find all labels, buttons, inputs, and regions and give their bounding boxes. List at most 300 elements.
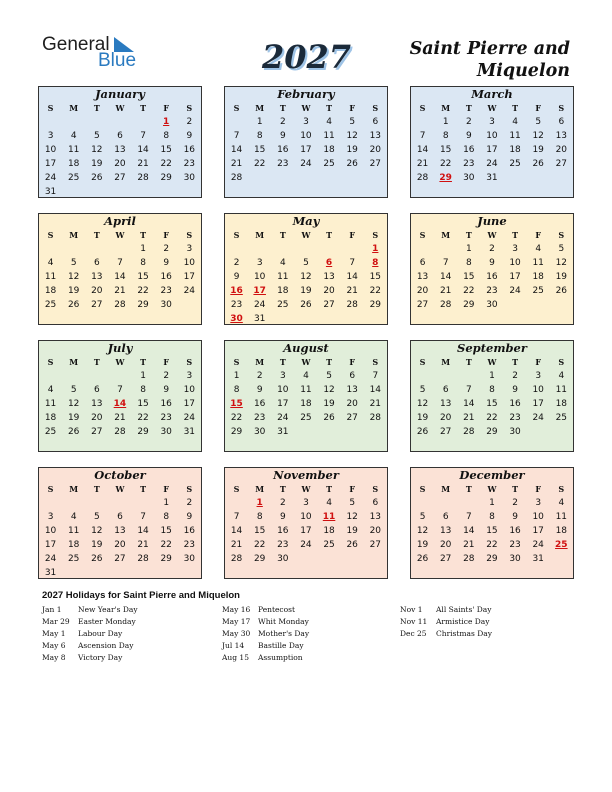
holiday-name: Pentecost	[258, 605, 296, 614]
weekday-label: M	[69, 357, 79, 367]
day: 17	[532, 526, 544, 536]
week-row	[411, 496, 573, 510]
day: 23	[463, 159, 475, 169]
weekday-label: S	[419, 103, 426, 113]
holiday-item	[222, 652, 309, 664]
day: 20	[369, 526, 382, 536]
day: 23	[277, 540, 289, 550]
country-line-2: Miquelon	[476, 61, 570, 81]
month-name: September	[457, 341, 527, 355]
day: 27	[346, 413, 358, 423]
country-line-1: Saint Pierre and	[409, 39, 570, 59]
day: 3	[279, 371, 286, 381]
day: 8	[163, 512, 170, 522]
day: 8	[465, 258, 472, 268]
day: 18	[277, 286, 289, 296]
day: 24	[300, 540, 312, 550]
day: 2	[465, 117, 472, 127]
day: 18	[44, 286, 57, 296]
weekday-label: M	[441, 103, 451, 113]
day: 5	[419, 385, 426, 395]
empty-day	[411, 496, 434, 510]
week-row	[411, 552, 573, 566]
day: 26	[67, 300, 80, 310]
day: 16	[463, 145, 475, 155]
day: 11	[277, 272, 289, 282]
day: 7	[233, 512, 240, 522]
day: 3	[186, 371, 193, 381]
day: 13	[346, 385, 358, 395]
day: 4	[279, 258, 286, 268]
day: 17	[277, 399, 289, 409]
day: 25	[300, 413, 312, 423]
day: 6	[442, 512, 449, 522]
holiday-date: May 1	[42, 629, 66, 638]
day: 27	[91, 300, 103, 310]
day: 26	[323, 413, 335, 423]
weekday-label: F	[535, 357, 542, 367]
empty-day	[294, 171, 317, 185]
year-title: 2027	[262, 38, 352, 76]
day: 26	[91, 554, 103, 564]
week-row	[225, 552, 387, 566]
day: 23	[183, 159, 196, 169]
empty-day	[85, 185, 108, 199]
weekday-label: F	[163, 484, 170, 494]
week-row	[411, 397, 573, 411]
day: 9	[186, 131, 193, 141]
day: 24	[532, 413, 544, 423]
empty-day	[341, 242, 364, 256]
day: 15	[160, 526, 172, 536]
day: 25	[67, 173, 80, 183]
week-row	[411, 256, 573, 270]
month-august	[224, 340, 388, 452]
day: 20	[323, 286, 335, 296]
day: 4	[326, 498, 332, 508]
week-row	[225, 425, 387, 439]
holiday-day: 1	[256, 498, 263, 508]
holiday-date: May 16	[222, 605, 251, 614]
day: 26	[555, 286, 568, 296]
day: 2	[186, 117, 193, 127]
day: 16	[160, 272, 172, 282]
weekday-label: S	[47, 484, 54, 494]
day: 2	[512, 371, 518, 381]
day: 11	[555, 385, 568, 395]
day: 8	[140, 258, 146, 268]
day: 26	[532, 159, 544, 169]
holiday-date: Nov 11	[400, 617, 428, 626]
country-title	[400, 38, 570, 82]
month-july	[38, 340, 202, 452]
empty-day	[108, 115, 131, 129]
day: 30	[463, 173, 475, 183]
day: 25	[532, 286, 544, 296]
day: 14	[463, 399, 475, 409]
empty-day	[434, 496, 457, 510]
empty-day	[39, 369, 62, 383]
day: 25	[323, 159, 335, 169]
empty-day	[294, 312, 317, 326]
day: 20	[369, 145, 382, 155]
holiday-day: 6	[325, 258, 333, 268]
day: 6	[419, 258, 426, 268]
week-row	[411, 510, 573, 524]
weekday-label: W	[115, 357, 125, 367]
month-name: December	[459, 468, 525, 482]
weekday-header	[39, 482, 201, 496]
day: 19	[67, 413, 80, 423]
weekday-header	[411, 482, 573, 496]
day: 9	[512, 512, 518, 522]
weekday-header	[225, 228, 387, 242]
day: 25	[277, 300, 289, 310]
empty-day	[108, 496, 131, 510]
holiday-item	[400, 604, 492, 616]
day: 19	[416, 540, 429, 550]
day: 12	[416, 399, 429, 409]
day: 2	[489, 244, 495, 254]
day: 22	[253, 159, 266, 169]
weekday-label: T	[512, 103, 519, 113]
day: 15	[137, 399, 149, 409]
weekday-label: S	[372, 484, 379, 494]
week-row	[225, 115, 387, 129]
day: 2	[186, 498, 193, 508]
weekday-label: T	[326, 103, 333, 113]
empty-day	[132, 185, 155, 199]
day: 7	[140, 512, 146, 522]
day: 31	[486, 173, 498, 183]
day: 23	[160, 286, 172, 296]
weekday-label: T	[326, 230, 333, 240]
month-name: February	[277, 87, 335, 101]
day: 30	[160, 300, 172, 310]
day: 18	[509, 145, 521, 155]
week-row	[39, 129, 201, 143]
holiday-date: May 17	[222, 617, 251, 626]
day: 17	[44, 159, 57, 169]
empty-day	[550, 298, 573, 312]
empty-day	[318, 312, 341, 326]
day: 8	[233, 385, 240, 395]
week-row	[225, 312, 387, 326]
day: 13	[439, 526, 452, 536]
holiday-name: Victory Day	[78, 653, 123, 662]
day: 29	[160, 173, 172, 183]
day: 7	[372, 371, 379, 381]
holiday-name: Armistice Day	[436, 617, 490, 626]
day: 21	[230, 159, 243, 169]
holiday-date: Dec 25	[400, 629, 427, 638]
day: 7	[117, 258, 123, 268]
day: 1	[163, 498, 170, 508]
empty-day	[62, 566, 85, 580]
day: 14	[439, 272, 452, 282]
empty-day	[504, 171, 527, 185]
day: 16	[253, 399, 266, 409]
holiday-date: Aug 15	[222, 653, 249, 662]
day: 16	[277, 145, 289, 155]
holiday-day: 1	[163, 117, 170, 127]
holiday-name: Ascension Day	[78, 641, 134, 650]
day: 12	[532, 131, 544, 141]
week-row	[411, 157, 573, 171]
day: 24	[509, 286, 521, 296]
holiday-date: May 30	[222, 629, 251, 638]
day: 10	[183, 258, 196, 268]
empty-day	[457, 369, 480, 383]
day: 23	[183, 540, 196, 550]
month-may	[224, 213, 388, 325]
month-september	[410, 340, 574, 452]
day: 1	[489, 498, 495, 508]
day: 13	[369, 512, 382, 522]
day: 12	[67, 399, 80, 409]
day: 26	[91, 173, 103, 183]
weekday-header	[39, 101, 201, 115]
week-row	[39, 369, 201, 383]
day: 31	[183, 427, 196, 437]
day: 25	[509, 159, 521, 169]
day: 6	[442, 385, 449, 395]
week-row	[411, 411, 573, 425]
holidays-title: 2027 Holidays for Saint Pierre and Miquelon	[42, 590, 240, 601]
day: 16	[509, 399, 521, 409]
day: 9	[279, 512, 286, 522]
week-row	[225, 369, 387, 383]
empty-day	[364, 552, 387, 566]
day: 2	[256, 371, 263, 381]
day: 15	[486, 526, 498, 536]
day: 14	[346, 272, 358, 282]
day: 3	[303, 498, 309, 508]
month-name: January	[95, 87, 145, 101]
day: 20	[91, 286, 103, 296]
day: 29	[230, 427, 243, 437]
weekday-label: S	[558, 357, 565, 367]
weekday-label: T	[279, 357, 286, 367]
empty-day	[108, 369, 131, 383]
day: 5	[349, 117, 356, 127]
holiday-column	[222, 604, 309, 664]
weekday-label: T	[326, 357, 333, 367]
holiday-name: Christmas Day	[436, 629, 492, 638]
day: 9	[163, 258, 170, 268]
day: 28	[137, 554, 149, 564]
day: 6	[349, 371, 356, 381]
week-row	[39, 171, 201, 185]
day: 7	[349, 258, 356, 268]
week-row	[39, 496, 201, 510]
day: 30	[253, 427, 266, 437]
week-row	[39, 524, 201, 538]
week-row	[411, 425, 573, 439]
holiday-day: 29	[439, 173, 452, 183]
day: 28	[369, 413, 382, 423]
empty-day	[550, 425, 573, 439]
day: 8	[163, 131, 170, 141]
weekday-label: M	[69, 230, 79, 240]
weekday-label: S	[233, 484, 240, 494]
weekday-label: F	[535, 103, 542, 113]
day: 21	[137, 540, 149, 550]
weekday-label: S	[186, 484, 193, 494]
day: 9	[256, 385, 263, 395]
weekday-label: M	[69, 103, 79, 113]
weekday-label: W	[301, 484, 311, 494]
weekday-label: S	[47, 230, 54, 240]
day: 9	[233, 272, 240, 282]
day: 27	[416, 300, 429, 310]
day: 5	[326, 371, 332, 381]
empty-day	[39, 115, 62, 129]
day: 8	[256, 512, 263, 522]
week-row	[39, 143, 201, 157]
day: 23	[486, 286, 498, 296]
day: 19	[416, 413, 429, 423]
day: 4	[303, 371, 309, 381]
weekday-label: S	[558, 230, 565, 240]
empty-day	[294, 552, 317, 566]
day: 7	[117, 385, 123, 395]
empty-day	[39, 242, 62, 256]
day: 25	[67, 554, 80, 564]
day: 2	[233, 258, 240, 268]
day: 24	[300, 159, 312, 169]
day: 28	[230, 173, 243, 183]
empty-day	[85, 242, 108, 256]
weekday-label: T	[512, 357, 519, 367]
day: 5	[93, 131, 100, 141]
holiday-day: 8	[372, 258, 379, 268]
week-row	[225, 171, 387, 185]
day: 6	[558, 117, 565, 127]
day: 27	[114, 554, 126, 564]
day: 22	[137, 286, 149, 296]
day: 15	[137, 272, 149, 282]
week-row	[39, 383, 201, 397]
day: 2	[512, 498, 518, 508]
day: 9	[163, 385, 170, 395]
week-row	[411, 242, 573, 256]
week-row	[225, 129, 387, 143]
empty-day	[318, 425, 341, 439]
holiday-name: Labour Day	[78, 629, 123, 638]
day: 15	[439, 145, 452, 155]
brand-logo	[42, 34, 142, 74]
day: 8	[442, 131, 449, 141]
day: 19	[532, 145, 544, 155]
day: 19	[91, 159, 103, 169]
holiday-item	[222, 616, 309, 628]
day: 11	[67, 526, 80, 536]
week-row	[39, 256, 201, 270]
weekday-label: S	[372, 357, 379, 367]
holiday-item	[42, 652, 138, 664]
day: 10	[300, 512, 312, 522]
empty-day	[271, 312, 294, 326]
day: 5	[349, 498, 356, 508]
day: 27	[91, 427, 103, 437]
day: 21	[439, 286, 452, 296]
day: 19	[346, 145, 358, 155]
day: 10	[300, 131, 312, 141]
day: 2	[279, 498, 286, 508]
weekday-label: F	[349, 357, 356, 367]
holiday-date: May 6	[42, 641, 66, 650]
day: 21	[137, 159, 149, 169]
day: 10	[486, 131, 498, 141]
day: 26	[300, 300, 312, 310]
day: 13	[114, 145, 126, 155]
day: 7	[465, 385, 472, 395]
week-row	[39, 284, 201, 298]
day: 12	[91, 145, 103, 155]
day: 20	[555, 145, 568, 155]
weekday-header	[225, 482, 387, 496]
day: 13	[555, 131, 568, 141]
day: 12	[555, 258, 568, 268]
day: 18	[323, 526, 335, 536]
day: 4	[558, 498, 565, 508]
weekday-label: T	[512, 484, 519, 494]
day: 17	[44, 540, 57, 550]
weekday-label: W	[487, 230, 497, 240]
week-row	[411, 383, 573, 397]
week-row	[411, 524, 573, 538]
week-row	[39, 270, 201, 284]
empty-day	[225, 242, 248, 256]
day: 12	[300, 272, 312, 282]
empty-day	[62, 115, 85, 129]
day: 25	[555, 413, 568, 423]
empty-day	[225, 496, 248, 510]
day: 22	[253, 540, 266, 550]
empty-day	[248, 171, 271, 185]
day: 21	[346, 286, 358, 296]
day: 12	[91, 526, 103, 536]
day: 17	[509, 272, 521, 282]
day: 20	[416, 286, 429, 296]
weekday-label: M	[255, 484, 265, 494]
empty-day	[225, 115, 248, 129]
day: 29	[137, 300, 149, 310]
empty-day	[364, 312, 387, 326]
empty-day	[318, 171, 341, 185]
day: 20	[439, 540, 452, 550]
day: 22	[160, 159, 172, 169]
day: 13	[416, 272, 429, 282]
day: 28	[346, 300, 358, 310]
day: 20	[114, 159, 126, 169]
month-name: July	[107, 341, 133, 355]
holiday-item	[222, 628, 309, 640]
holiday-item	[42, 628, 138, 640]
holiday-name: Easter Monday	[78, 617, 136, 626]
day: 30	[277, 554, 289, 564]
week-row	[39, 552, 201, 566]
day: 27	[323, 300, 335, 310]
day: 2	[279, 117, 286, 127]
day: 6	[93, 258, 100, 268]
day: 3	[47, 131, 54, 141]
empty-day	[341, 171, 364, 185]
week-row	[39, 425, 201, 439]
week-row	[39, 298, 201, 312]
empty-day	[318, 242, 341, 256]
